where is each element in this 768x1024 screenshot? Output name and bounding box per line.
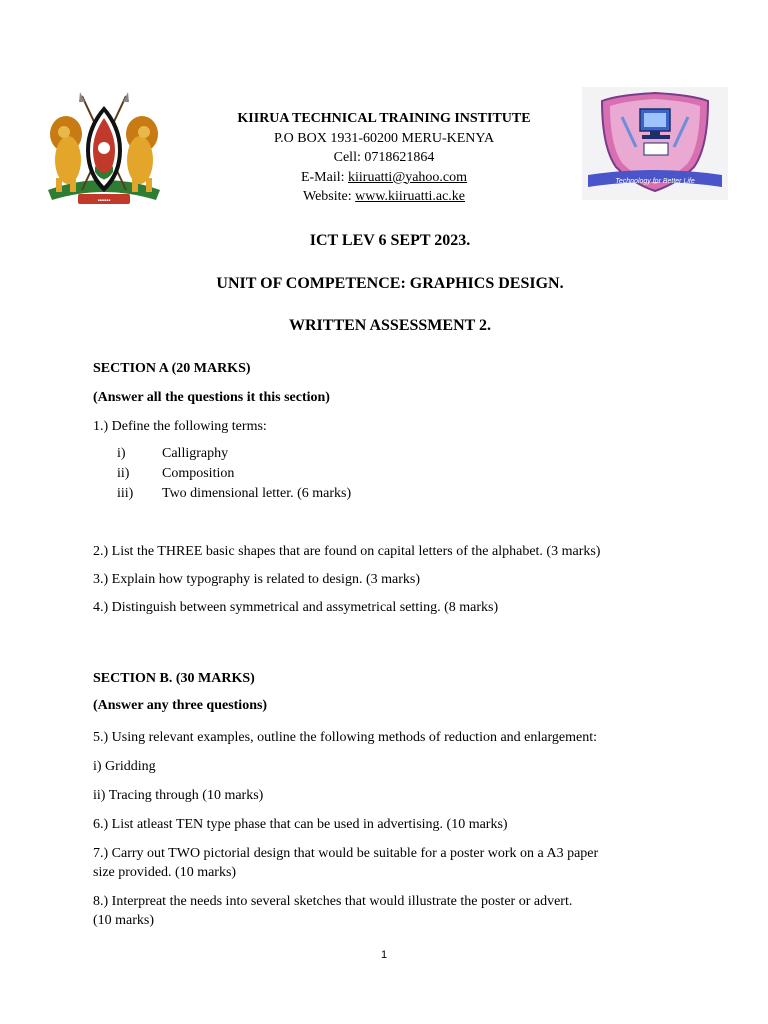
assessment-title: WRITTEN ASSESSMENT 2. xyxy=(289,317,491,334)
email-link[interactable]: kiiruatti@yahoo.com xyxy=(348,169,468,185)
question-8-line-2: (10 marks) xyxy=(93,913,155,928)
question-2: 2.) List the THREE basic shapes that are found on capital letters of the alphabet. (3 marks) xyxy=(93,544,601,559)
institute-name: KIIRUA TECHNICAL TRAINING INSTITUTE xyxy=(237,111,531,126)
cell-number: Cell: 0718621864 xyxy=(333,150,435,165)
section-a-heading: SECTION A (20 MARKS) xyxy=(93,361,251,376)
question-7-line-1: 7.) Carry out TWO pictorial design that would be suitable for a poster work on a A3 paper xyxy=(93,846,599,861)
svg-text:▪▪▪▪▪▪: ▪▪▪▪▪▪ xyxy=(97,198,111,204)
question-1: 1.) Define the following terms: xyxy=(93,419,267,434)
section-b-heading: SECTION B. (30 MARKS) xyxy=(93,671,255,686)
list-item-text: Two dimensional letter. (6 marks) xyxy=(162,486,352,501)
shield xyxy=(86,106,122,192)
po-box: P.O BOX 1931-60200 MERU-KENYA xyxy=(273,130,495,146)
unit-title: UNIT OF COMPETENCE: GRAPHICS DESIGN. xyxy=(216,275,564,292)
page-number: 1 xyxy=(380,949,388,961)
question-4: 4.) Distinguish between symmetrical and assymetrical setting. (8 marks) xyxy=(93,600,499,615)
question-6: 6.) List atleast TEN type phase that can be used in advertising. (10 marks) xyxy=(93,817,508,832)
institute-logo xyxy=(582,87,728,200)
section-a-instruction: (Answer all the questions it this section) xyxy=(93,390,330,405)
left-lion xyxy=(50,116,82,192)
question-7-line-2: size provided. (10 marks) xyxy=(93,865,237,880)
list-item-number: iii) xyxy=(117,486,134,501)
question-5-item-ii: ii) Tracing through (10 marks) xyxy=(93,788,264,803)
list-item-number: ii) xyxy=(117,466,130,481)
logo-tagline: Technology for Better Life xyxy=(615,178,695,185)
section-b-instruction: (Answer any three questions) xyxy=(93,698,268,713)
question-8-line-1: 8.) Interpreat the needs into several sketches that would illustrate the poster or advert. xyxy=(93,894,573,909)
question-3: 3.) Explain how typography is related to design. (3 marks) xyxy=(93,572,420,587)
question-5-item-i: i) Gridding xyxy=(93,759,156,774)
list-item-number: i) xyxy=(117,446,126,461)
list-item-text: Calligraphy xyxy=(162,446,229,461)
website-line: Website: www.kiiruatti.ac.ke xyxy=(302,189,466,204)
website-link[interactable]: www.kiiruatti.ac.ke xyxy=(355,189,466,204)
list-item-text: Composition xyxy=(162,466,235,481)
institute-header xyxy=(150,109,618,207)
email-line: E-Mail: kiiruatti@yahoo.com xyxy=(300,169,468,185)
question-5: 5.) Using relevant examples, outline the following methods of reduction and enlargement: xyxy=(93,730,597,745)
exam-title: ICT LEV 6 SEPT 2023. xyxy=(309,232,471,249)
